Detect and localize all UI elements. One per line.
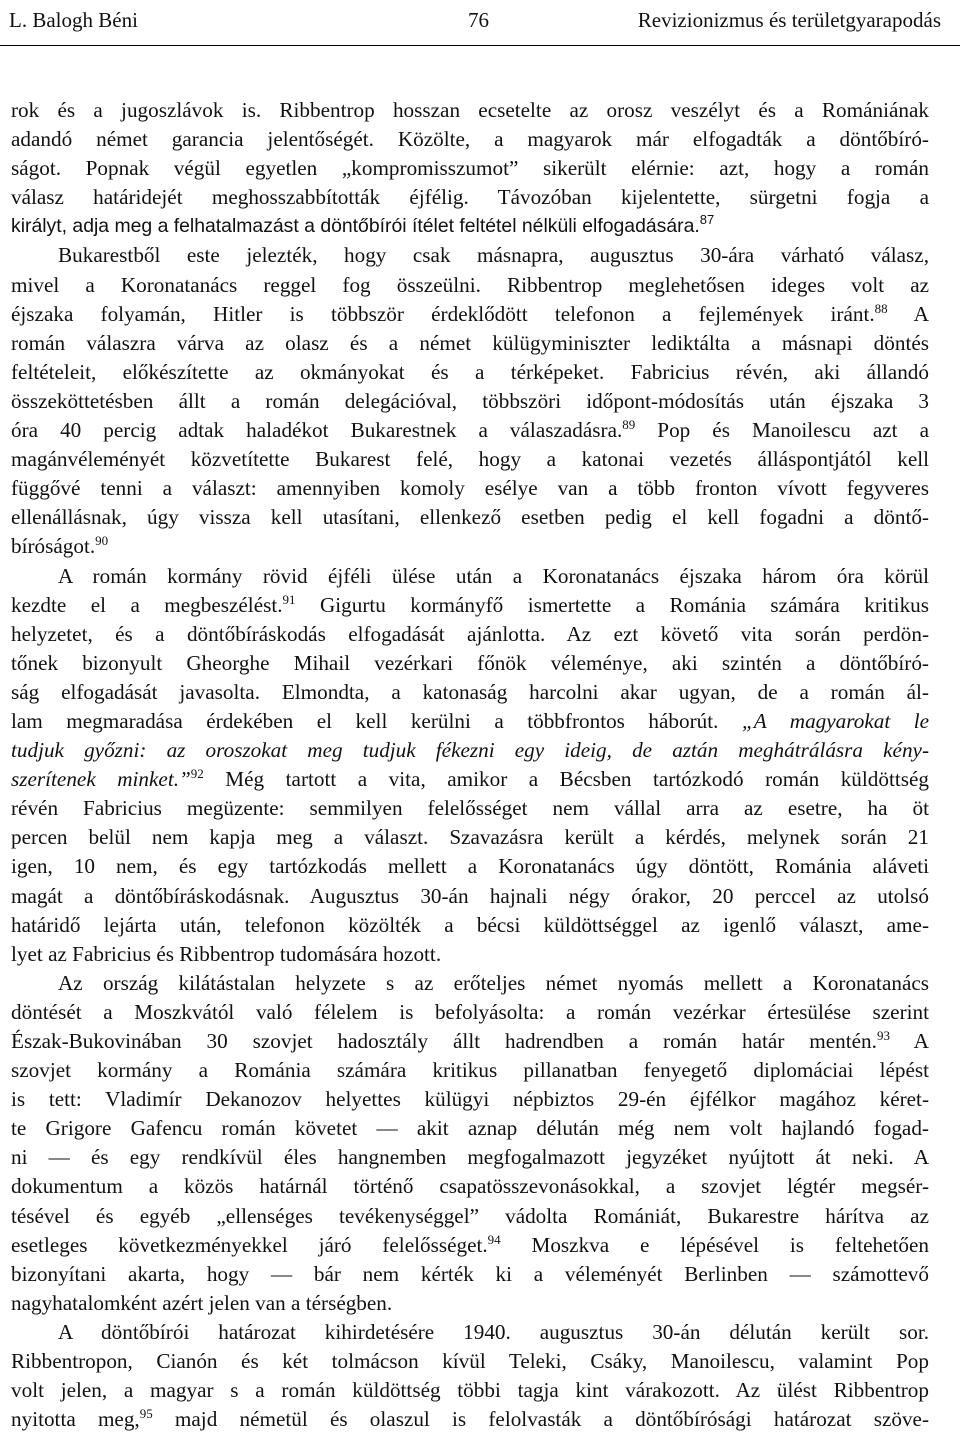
- footnote-ref[interactable]: 94: [487, 1231, 501, 1247]
- text-line: [11, 445, 929, 474]
- text-line: [11, 300, 929, 329]
- running-header: [0, 8, 960, 38]
- line-text: Észak-Bukovinában 30 szovjet hadosztály állt hadrendben a román határ mentén.: [11, 1029, 877, 1053]
- line-text: lam megmaradása érdekében el kell kerülni a többfrontos háborút.: [11, 708, 742, 733]
- text-line: [11, 998, 929, 1027]
- text-line: [11, 416, 929, 445]
- text-line: [11, 358, 929, 387]
- text-line: [11, 532, 929, 561]
- line-text: Bukarestből este jelezték, hogy csak másnapra, augusztus 30-ára várható válasz,: [58, 243, 929, 268]
- footnote-ref[interactable]: 93: [876, 1028, 890, 1043]
- line-text-after: Moszkva e lépésével is feltehetően: [500, 1232, 929, 1257]
- text-line: [11, 620, 929, 649]
- line-text: éjszaka folyamán, Hitler is többször érdeklődött telefonon a fejlemények iránt.: [11, 301, 875, 326]
- italic-quote: tudjuk győzni: az oroszokat meg tudjuk fékezni egy ideig, de aztán meghátrálásra kény-: [11, 738, 929, 763]
- line-text: válasz határidejét meghosszabbították éjfélig. Távozóban kijelentette, sürgetni fogja a: [11, 185, 929, 210]
- line-text: kezdte el a megbeszélést.: [11, 592, 283, 617]
- line-text: te Grigore Gafencu román követet — akit aznap délután még nem volt hajlandó fogad-: [11, 1116, 929, 1141]
- text-line: [11, 271, 929, 300]
- line-text: ellenállásnak, úgy vissza kell utasítani, ellenkező esetben pedig el kell fogadni a döntő-: [11, 505, 929, 530]
- line-text: román válaszra várva az olasz és a német külügyminiszter lediktálta a másnapi döntés: [11, 330, 929, 355]
- line-text: függővé tenni a választ: amennyiben komoly esélye van a több fronton vívott fegyveres: [11, 476, 929, 501]
- line-text: A döntőbírói határozat kihirdetésére 1940. augusztus 30-án délután került sor.: [58, 1319, 929, 1344]
- text-line: [11, 503, 929, 532]
- text-line: [11, 969, 929, 998]
- line-text: is tett: Vladimír Dekanozov helyettes külügyi népbiztos 29-én éjfélkor magához kéret-: [11, 1087, 929, 1112]
- line-text: dokumentum a közös határnál történő csapatösszevonásokkal, a szovjet légtér megsér-: [11, 1174, 929, 1199]
- line-text: volt jelen, a magyar s a román küldöttség többi tagja kint várakozott. Az ülést Ribbentrop: [11, 1378, 929, 1403]
- text-line: [11, 1143, 929, 1172]
- line-text-after: majd németül és olaszul is felolvasták a döntőbírósági határozat szöve-: [152, 1407, 929, 1432]
- line-text: igen, 10 nem, és egy tartózkodás mellett a Koronatanács úgy döntött, Románia aláveti: [11, 854, 929, 879]
- line-text: ni — és egy rendkívül éles hangnemben megfogalmazott jegyzéket nyújtott át neki. A: [11, 1145, 929, 1170]
- line-text-after: A: [889, 1029, 929, 1053]
- footnote-ref[interactable]: 89: [622, 417, 636, 433]
- footnote-ref[interactable]: 91: [282, 591, 296, 607]
- text-line: [11, 1231, 929, 1260]
- text-line: [11, 882, 929, 911]
- text-line: [11, 1056, 929, 1085]
- text-line: [11, 591, 929, 620]
- text-line: [11, 154, 929, 183]
- line-text: feltételeit, előkészítette az okmányokat és a térképeket. Fabricius révén, aki állandó: [11, 359, 929, 384]
- line-text: nyitotta meg,: [11, 1407, 140, 1432]
- header-chapter-title: Revizionizmus és területgyarapodás: [637, 8, 941, 32]
- line-text: ságot. Popnak végül egyetlen „kompromisszumot” sikerült elérnie: azt, hogy a román: [11, 156, 929, 181]
- footnote-ref[interactable]: 92: [190, 766, 204, 782]
- line-text: határidő lejárta után, telefonon közölték a bécsi küldöttséggel az igenlő választ, ame-: [11, 912, 929, 937]
- line-text: tőnek bizonyult Gheorghe Mihail vezérkari főnök véleménye, aki szintén a döntőbíró-: [11, 650, 929, 675]
- line-text: nagyhatalomként azért jelen van a térségben.: [11, 1290, 393, 1315]
- line-text: tésével és egyéb „ellenséges tevékenységgel” vádolta Romániát, Bukarestre hárítva az: [11, 1203, 929, 1228]
- text-line: [11, 940, 929, 969]
- line-text-after: A: [887, 301, 929, 326]
- text-line: [11, 678, 929, 707]
- line-text: királyt, adja meg a felhatalmazást a döntőbírói ítélet feltétel nélküli elfogadására.: [11, 215, 700, 238]
- text-line: [11, 387, 929, 416]
- line-text-after: Még tartott a vita, amikor a Bécsben tartózkodó román küldöttség: [203, 767, 929, 792]
- line-text: adandó német garancia jelentőségét. Közölte, a magyarok már elfogadták a döntőbíró-: [11, 127, 929, 152]
- text-line: [11, 1172, 929, 1201]
- header-divider: [0, 45, 960, 46]
- text-line: [11, 1405, 929, 1434]
- line-text: A román kormány rövid éjféli ülése után a Koronatanács éjszaka három óra körül: [58, 563, 929, 588]
- text-line: [11, 329, 929, 358]
- line-text: bizonyítani akarta, hogy — bár nem kérték ki a véleményét Berlinben — számottevő: [11, 1261, 929, 1286]
- text-line: [11, 183, 929, 212]
- text-line: [11, 1347, 929, 1376]
- footnote-ref[interactable]: 90: [95, 533, 109, 549]
- text-line: [11, 96, 929, 125]
- text-line: [11, 911, 929, 940]
- text-line: [11, 765, 929, 794]
- line-text: mivel a Koronatanács reggel fog összeülni. Ribbentrop meglehetősen ideges volt az: [11, 272, 929, 297]
- line-text: rok és a jugoszlávok is. Ribbentrop hosszan ecsetelte az orosz veszélyt és a Romániának: [11, 98, 929, 122]
- text-line: [11, 794, 929, 823]
- line-text: esetleges következményekkel járó felelősséget.: [11, 1232, 488, 1257]
- line-text: ság elfogadását javasolta. Elmondta, a katonaság harcolni akar ugyan, de a román ál-: [11, 679, 929, 704]
- line-text: Az ország kilátástalan helyzete s az erőteljes német nyomás mellett a Koronatanács: [58, 970, 929, 995]
- footnote-ref[interactable]: 95: [139, 1406, 153, 1422]
- text-line: [11, 707, 929, 736]
- line-text: döntését a Moszkvától való félelem is befolyásolta: a román vezérkar értesülése szerint: [11, 999, 929, 1024]
- line-text: összeköttetésben állt a román delegációval, többszöri időpont-módosítás után éjszaka 3: [11, 388, 929, 413]
- text-line: [11, 562, 929, 591]
- line-text: bíróságot.: [11, 534, 96, 559]
- footnote-ref[interactable]: 88: [874, 300, 888, 316]
- line-text: magánvéleményét közvetítette Bukarest felé, hogy a katonai vezetés álláspontjától kell: [11, 447, 929, 472]
- text-line: [11, 1085, 929, 1114]
- line-text: helyzetet, és a döntőbíráskodás elfogadását ajánlotta. Az ezt követő vita során perdön-: [11, 621, 929, 646]
- text-line: [11, 1289, 929, 1318]
- line-text: percen belül nem kapja meg a választ. Szavazásra került a kérdés, melynek során 21: [11, 825, 929, 850]
- line-text-after: Gigurtu kormányfő ismertette a Románia számára kritikus: [295, 592, 929, 617]
- text-line: [11, 1376, 929, 1405]
- line-text: óra 40 percig adtak haladékot Bukarestnek a válaszadásra.: [11, 418, 623, 443]
- line-text: magát a döntőbíráskodásnak. Augusztus 30-án hajnali négy órakor, 20 perccel az utolsó: [11, 883, 929, 908]
- italic-quote: „A magyarokat le: [741, 708, 929, 733]
- header-author: L. Balogh Béni: [9, 8, 138, 32]
- text-line: [11, 1318, 929, 1347]
- line-text: lyet az Fabricius és Ribbentrop tudomására hozott.: [11, 941, 442, 966]
- text-line: [11, 1202, 929, 1231]
- text-line: [11, 852, 929, 881]
- footnote-ref[interactable]: 87: [699, 212, 715, 228]
- line-text: révén Fabricius megüzente: semmilyen felelősséget nem vállal arra az esetre, ha öt: [11, 796, 929, 821]
- text-line: [11, 125, 929, 154]
- italic-quote: szerítenek minket.”: [11, 767, 191, 792]
- line-text: Ribbentropon, Cianón és két tolmácson kívül Teleki, Csáky, Manoilescu, valamint Pop: [11, 1349, 929, 1374]
- text-line: [11, 1260, 929, 1289]
- line-text-after: Pop és Manoilescu azt a: [635, 418, 929, 443]
- text-line: [11, 212, 929, 241]
- header-page-number: 76: [468, 8, 489, 32]
- body-text: [11, 96, 929, 1434]
- text-line: [11, 241, 929, 270]
- text-line: [11, 474, 929, 503]
- text-line: [11, 649, 929, 678]
- text-line: [11, 736, 929, 765]
- text-line: [11, 1114, 929, 1143]
- text-line: [11, 823, 929, 852]
- line-text: szovjet kormány a Románia számára kritikus pillanatban fenyegető diplomáciai lépést: [11, 1058, 929, 1083]
- text-line: [11, 1027, 929, 1056]
